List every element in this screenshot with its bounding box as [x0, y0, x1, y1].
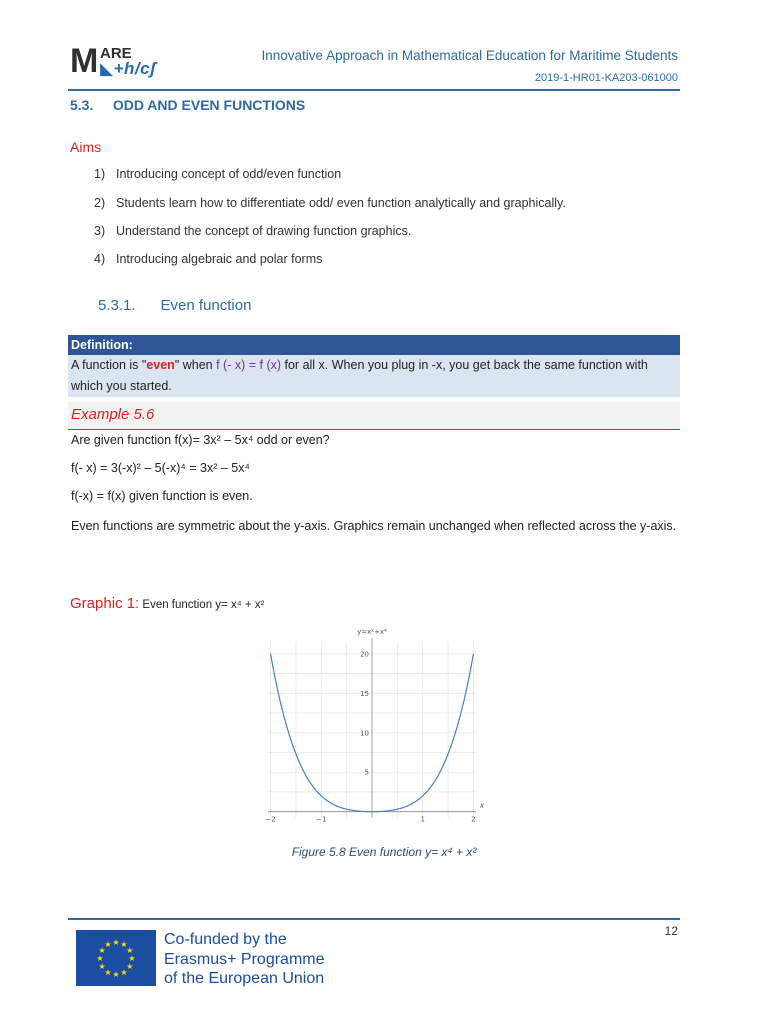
header-title: Innovative Approach in Mathematical Education for Maritime Students	[261, 48, 678, 63]
page-number: 12	[664, 924, 678, 938]
eu-star-icon: ★	[112, 938, 120, 947]
subsection-title-text: Even function	[160, 297, 252, 314]
even-formula: f (- x) = f (x)	[216, 358, 282, 372]
section-number: 5.3.	[70, 97, 94, 113]
graphic-text: Even function y= x⁴ + x²	[139, 599, 265, 611]
x-tick-label: 2	[471, 815, 476, 824]
project-logo	[70, 44, 180, 82]
y-tick-label: 15	[360, 689, 369, 698]
header-divider	[68, 89, 680, 91]
logo-are-text: ARE	[100, 45, 132, 62]
section-title-text: ODD AND EVEN FUNCTIONS	[112, 97, 306, 113]
x-tick-label: −2	[265, 815, 276, 824]
aim-item: 2) Students learn how to differentiate odd/ even function analytically and graphically.	[94, 196, 566, 210]
definition-heading: Definition:	[68, 335, 680, 355]
symmetry-note: Even functions are symmetric about the y-axis. Graphics remain unchanged when reflected across the y-axis.	[71, 519, 677, 533]
eu-star-icon: ★	[98, 962, 106, 971]
eu-star-icon: ★	[128, 954, 136, 963]
example-title: Example 5.6	[71, 406, 155, 423]
eu-star-icon: ★	[120, 967, 128, 977]
y-tick-label: 5	[364, 768, 369, 777]
graphic-title	[70, 595, 264, 613]
x-tick-label: 1	[420, 815, 425, 824]
subsection-number: 5.3.1.	[98, 297, 136, 314]
section-title	[70, 97, 305, 113]
example-question: Are given function f(x)= 3x² – 5x⁴ odd or even?	[71, 433, 330, 447]
eu-star-icon: ★	[112, 970, 120, 979]
chart-title: y=x²+x⁴	[357, 628, 387, 636]
footer-divider	[68, 918, 680, 920]
even-word: even	[146, 358, 175, 372]
aim-item: 1) Introducing concept of odd/even function	[94, 167, 342, 181]
graphic-label: Graphic 1:	[70, 595, 140, 612]
x-tick-label: −1	[316, 815, 327, 824]
logo-letter-m: M	[70, 42, 99, 80]
example-step-1: f(- x) = 3(-x)² – 5(-x)⁴ = 3x² – 5x⁴	[71, 461, 250, 475]
subsection-title	[98, 297, 251, 314]
example-step-2: f(-x) = f(x) given function is even.	[71, 489, 253, 503]
eu-star-icon: ★	[104, 967, 112, 977]
y-tick-label: 20	[360, 650, 369, 659]
even-function-chart	[250, 618, 490, 830]
header-project-code: 2019-1-HR01-KA203-061000	[534, 72, 678, 84]
aim-item: 3) Understand the concept of drawing function graphics.	[94, 224, 412, 238]
aim-item: 4) Introducing algebraic and polar forms	[94, 252, 323, 266]
eu-star-icon: ★	[126, 962, 134, 971]
x-axis-label: x	[479, 801, 485, 810]
example-header-box	[68, 402, 680, 430]
eu-cofunded-text: Co-funded by the Erasmus+ Programme of the European Union	[164, 931, 325, 987]
y-tick-label: 10	[360, 729, 369, 738]
eu-star-icon: ★	[120, 940, 128, 950]
definition-body: A function is "even" when f (- x) = f (x) for all x. When you plug in -x, you get back the same function with which you started.	[68, 355, 680, 397]
aims-heading: Aims	[70, 139, 102, 155]
eu-star-icon: ★	[104, 940, 112, 950]
eu-flag-icon	[76, 930, 156, 986]
logo-maths-text: ◣+h/cʃ	[100, 59, 156, 78]
figure-caption: Figure 5.8 Even function y= x⁴ + x²	[291, 845, 477, 859]
eu-star-icon: ★	[98, 946, 106, 955]
eu-star-icon: ★	[126, 946, 134, 955]
eu-star-icon: ★	[96, 954, 104, 963]
